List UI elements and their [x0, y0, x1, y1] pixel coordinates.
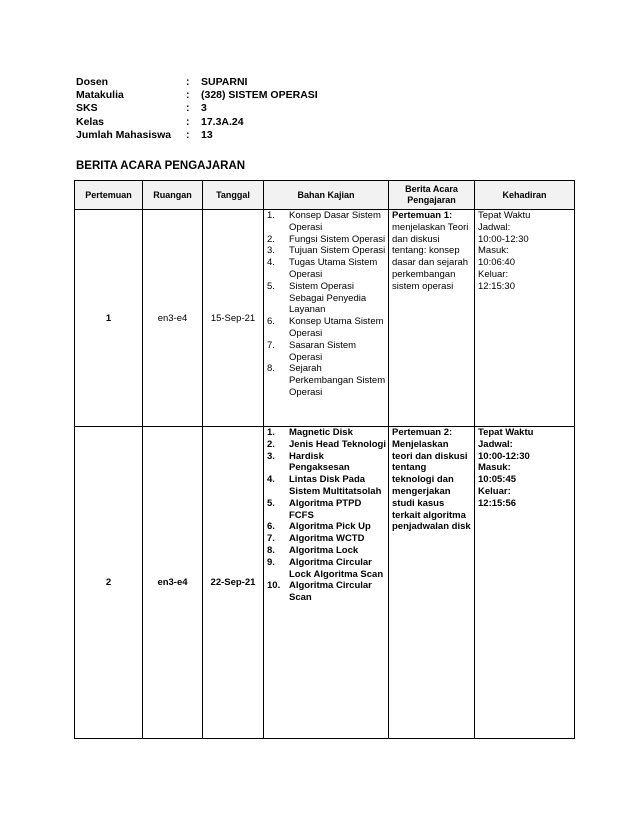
list-item: Sistem Operasi Sebagai Penyedia Layanan — [289, 280, 367, 316]
attendance-line: 12:15:30 — [478, 280, 515, 292]
info-value: 13 — [201, 128, 213, 141]
cell-berita-acara — [389, 210, 475, 427]
cell-ruangan: en3-e4 — [143, 427, 203, 739]
cell-kehadiran — [475, 427, 575, 739]
info-value: 17.3A.24 — [201, 115, 244, 128]
table-row — [75, 210, 575, 427]
topic-list — [264, 210, 388, 399]
list-item: Hardisk Pengaksesan — [289, 450, 350, 474]
header-pertemuan: Pertemuan — [75, 181, 143, 210]
list-item: Lintas Disk Pada Sistem Multitatsolah — [289, 474, 382, 497]
list-item: Algoritma WCTD — [289, 533, 365, 545]
section-title: BERITA ACARA PENGAJARAN — [76, 160, 246, 172]
attendance-line: Keluar: — [478, 268, 509, 280]
info-label: Kelas — [76, 115, 105, 128]
attendance-line: Jadwal: — [478, 438, 513, 450]
list-item: Fungsi Sistem Operasi — [289, 233, 386, 245]
info-colon: : — [186, 76, 190, 88]
attendance-line: 10:00-12:30 — [478, 233, 529, 245]
list-item: Konsep Utama Sistem Operasi — [289, 316, 384, 339]
berita-title: Pertemuan 2: — [392, 427, 453, 438]
berita-title: Pertemuan 1: — [392, 210, 453, 221]
list-item: Algoritma PTPD FCFS — [289, 497, 362, 521]
list-item: Algoritma Lock — [289, 544, 359, 556]
info-colon: : — [186, 128, 190, 141]
list-item: Magnetic Disk — [289, 427, 353, 438]
info-row-jumlah-mahasiswa — [76, 129, 318, 142]
list-item: Algoritma Pick Up — [289, 521, 371, 533]
attendance-line: 10:06:40 — [478, 257, 515, 269]
cell-ruangan: en3-e4 — [143, 210, 203, 427]
info-row-sks — [76, 102, 318, 115]
attendance-line: 10:05:45 — [478, 474, 517, 486]
info-row-dosen — [76, 76, 318, 89]
info-row-matakuliah — [76, 89, 318, 102]
info-label: Dosen — [76, 76, 109, 88]
info-colon: : — [186, 102, 190, 115]
topic-list — [264, 427, 388, 604]
list-item: Algoritma Circular Lock Algoritma Scan — [289, 556, 384, 580]
list-item: Sejarah Perkembangan Sistem Operasi — [289, 363, 386, 398]
header-tanggal: Tanggal — [203, 181, 264, 210]
attendance-status: Tepat Waktu — [478, 210, 531, 221]
info-label: Jumlah Mahasiswa — [76, 128, 172, 141]
info-colon: : — [186, 115, 190, 128]
teaching-record-table — [74, 180, 575, 739]
list-item: Algoritma Circular Scan — [289, 580, 372, 604]
info-value: (328) SISTEM OPERASI — [201, 89, 318, 102]
attendance-line: Keluar: — [478, 485, 511, 497]
cell-bahan-kajian — [264, 210, 389, 427]
header-kehadiran: Kehadiran — [475, 181, 575, 210]
info-value: 3 — [201, 102, 207, 115]
attendance-line: Masuk: — [478, 245, 509, 257]
info-value: SUPARNI — [201, 76, 248, 88]
header-ruangan: Ruangan — [143, 181, 203, 210]
list-item: Sasaran Sistem Operasi — [289, 339, 357, 363]
cell-berita-acara — [389, 427, 475, 739]
info-colon: : — [186, 89, 190, 102]
header-bahan-kajian: Bahan Kajian — [264, 181, 389, 210]
list-item: Tugas Utama Sistem Operasi — [289, 257, 378, 280]
berita-text: menjelaskan Teori dan diskusi tentang: konsep dasar dan sejarah perkembangan sistem operasi — [392, 221, 469, 292]
cell-pertemuan: 2 — [75, 427, 143, 739]
list-item: Tujuan Sistem Operasi — [289, 245, 386, 257]
info-row-kelas — [76, 116, 318, 129]
list-item: Jenis Head Teknologi — [289, 438, 386, 450]
attendance-status: Tepat Waktu — [478, 427, 534, 438]
table-row — [75, 427, 575, 739]
cell-pertemuan: 1 — [75, 210, 143, 427]
attendance-line: Masuk: — [478, 462, 511, 474]
attendance-line: 12:15:56 — [478, 497, 517, 509]
list-item: Konsep Dasar Sistem Operasi — [289, 210, 381, 233]
berita-text: Menjelaskan teori dan diskusi tentang teknologi dan mengerjakan studi kasus terkait algoritma penjadwalan disk — [392, 438, 471, 533]
course-info — [76, 76, 318, 142]
attendance-line: Jadwal: — [478, 221, 511, 233]
info-label: Matakulia — [76, 89, 124, 102]
cell-kehadiran — [475, 210, 575, 427]
cell-tanggal: 15-Sep-21 — [203, 210, 264, 427]
header-berita-acara: Berita Acara Pengajaran — [389, 181, 475, 210]
info-label: SKS — [76, 102, 98, 115]
cell-bahan-kajian — [264, 427, 389, 739]
cell-tanggal: 22-Sep-21 — [203, 427, 264, 739]
attendance-line: 10:00-12:30 — [478, 450, 530, 462]
table-header-row — [75, 181, 575, 210]
